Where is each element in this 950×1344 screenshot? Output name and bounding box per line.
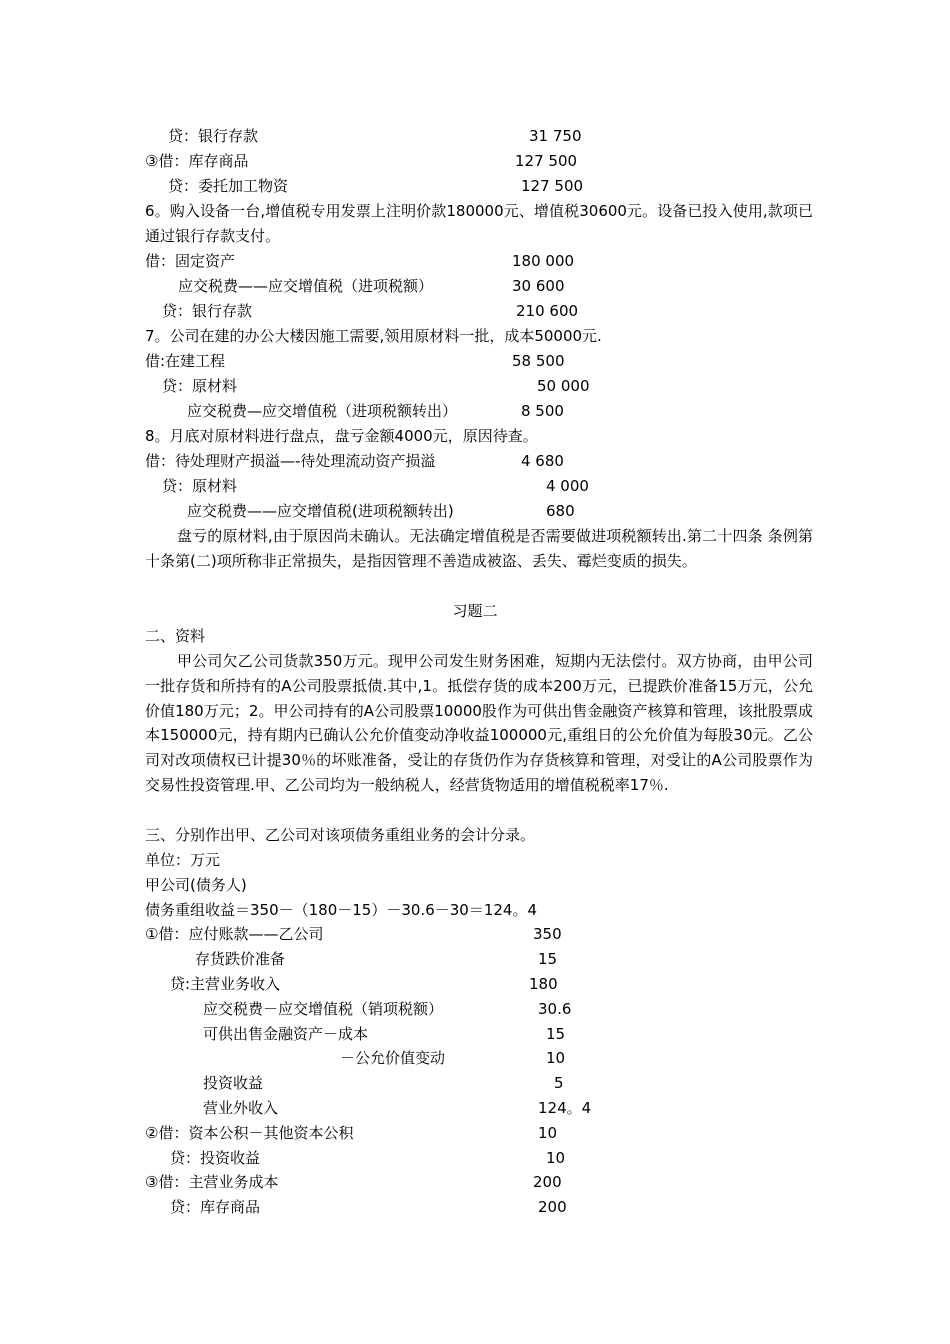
entry-label: 贷：原材料 — [162, 477, 238, 495]
entry-line — [0, 174, 950, 199]
entry-amount: 210 600 — [516, 302, 579, 320]
entry-amount: 58 500 — [512, 352, 565, 370]
entry-label: 贷：银行存款 — [168, 127, 259, 145]
entry-label: 存货跌价准备 — [195, 950, 286, 968]
entry-amount: 10 — [546, 1149, 566, 1167]
entry-label: ③借：主营业务成本 — [145, 1173, 279, 1191]
entry-label: 借：待处理财产损溢—-待处理流动资产损溢 — [145, 452, 436, 470]
entry-amount: 180 000 — [512, 252, 575, 270]
section-title: 习题二 — [452, 602, 498, 620]
entry-line — [0, 1195, 950, 1220]
entry-line — [0, 399, 950, 424]
entry-label: 应交税费——应交增值税（进项税额） — [178, 277, 434, 295]
entry-amount: 180 — [529, 975, 558, 993]
entry-line — [0, 499, 950, 524]
entry-label: 应交税费——应交增值税(进项税额转出) — [187, 502, 454, 520]
entry-line — [0, 474, 950, 499]
entry-line — [0, 1146, 950, 1171]
entry-label: 贷:主营业务收入 — [170, 975, 281, 993]
entry-amount: 8 500 — [521, 402, 564, 420]
entry-amount: 200 — [538, 1198, 567, 1216]
unit-label: 单位：万元 — [145, 851, 221, 869]
entry-amount: 15 — [546, 1025, 566, 1043]
entry-line — [0, 349, 950, 374]
entry-label: 贷：委托加工物资 — [168, 177, 289, 195]
entry-line — [0, 374, 950, 399]
entry-label: 应交税费—应交增值税（进项税额转出） — [187, 402, 458, 420]
gain-formula: 债务重组收益＝350－（180－15）－30.6－30＝124。4 — [145, 901, 538, 919]
entry-label: 可供出售金融资产－成本 — [203, 1025, 369, 1043]
heading-materials: 二、资料 — [145, 627, 206, 645]
entry-label: 投资收益 — [203, 1074, 264, 1092]
materials-paragraph: 甲公司欠乙公司货款350万元。现甲公司发生财务困难，短期内无法偿付。双方协商，由甲公司一批存货和所持有的A公司股票抵债.其中,1。抵偿存货的成本200万元，已提跌价准备15万元，公允价值180万元；2。甲公司持有的A公司股票10000股作为可供出售金融资产核算和管理，该批股票成本150000元，持有期内已确认公允价值变动净收益100000元,重组日的公允价值为每股30元。乙公司对改项债权已计提30％的坏账准备，受让的存货仍作为存货核算和管理，对受让的A公司股票作为交易性投资管理.甲、乙公司均为一般纳税人，经营货物适用的增值税税率17％. — [145, 652, 813, 794]
entry-amount: 124。4 — [538, 1099, 592, 1117]
entry-line — [0, 449, 950, 474]
entry-amount: 200 — [533, 1173, 562, 1191]
entry-label: 借：固定资产 — [145, 252, 236, 270]
heading-requirement: 三、分别作出甲、乙公司对该项债务重组业务的会计分录。 — [145, 826, 536, 844]
entry-label: 营业外收入 — [203, 1099, 279, 1117]
entry-label: 应交税费－应交增值税（销项税额） — [203, 1000, 444, 1018]
entry-amount: 30.6 — [538, 1000, 572, 1018]
entry-amount: 127 500 — [521, 177, 584, 195]
entry-line — [0, 1121, 950, 1146]
entry-amount: 5 — [554, 1074, 564, 1092]
entry-line — [0, 1071, 950, 1096]
entry-amount: 350 — [533, 925, 562, 943]
entry-amount: 4 680 — [521, 452, 564, 470]
entry-amount: 30 600 — [512, 277, 565, 295]
entry-label: 贷：银行存款 — [162, 302, 253, 320]
entry-label: 贷：库存商品 — [170, 1198, 261, 1216]
entry-line — [0, 249, 950, 274]
exercise-8-text: 8。月底对原材料进行盘点，盘亏金额4000元，原因待查。 — [145, 427, 538, 445]
entry-label: 借:在建工程 — [145, 352, 226, 370]
entry-line — [0, 124, 950, 149]
entry-line — [0, 1022, 950, 1047]
entry-amount: 4 000 — [546, 477, 589, 495]
entry-amount: 10 — [546, 1049, 566, 1067]
entry-amount: 680 — [546, 502, 575, 520]
entry-line — [0, 947, 950, 972]
entry-line — [0, 274, 950, 299]
entry-amount: 31 750 — [529, 127, 582, 145]
entry-line — [0, 972, 950, 997]
entry-amount: 10 — [538, 1124, 558, 1142]
entry-label: ②借：资本公积－其他资本公积 — [145, 1124, 354, 1142]
entry-label: ③借：库存商品 — [145, 152, 249, 170]
debtor-heading: 甲公司(债务人) — [145, 876, 247, 894]
entry-line — [0, 299, 950, 324]
exercise-6-text: 6。购入设备一台,增值税专用发票上注明价款180000元、增值税30600元。设备已投入使用,款项已通过银行存款支付。 — [145, 202, 813, 245]
exercise-7-text: 7。公司在建的办公大楼因施工需要,领用原材料一批，成本50000元. — [145, 327, 602, 345]
entry-line — [0, 922, 950, 947]
entry-line — [0, 1046, 950, 1071]
entry-amount: 15 — [538, 950, 558, 968]
entry-label: 贷：投资收益 — [170, 1149, 261, 1167]
entry-label: ①借：应付账款——乙公司 — [145, 925, 324, 943]
entry-label: 贷：原材料 — [162, 377, 238, 395]
entry-line — [0, 997, 950, 1022]
entry-label: －公允价值变动 — [340, 1049, 446, 1067]
entry-line — [0, 1170, 950, 1195]
entry-amount: 127 500 — [515, 152, 578, 170]
note-paragraph: 盘亏的原材料,由于原因尚未确认。无法确定增值税是否需要做进项税额转出.第二十四条 条例第十条第(二)项所称非正常损失，是指因管理不善造成被盗、丢失、霉烂变质的损失。 — [145, 527, 813, 570]
entry-amount: 50 000 — [537, 377, 590, 395]
entry-line — [0, 149, 950, 174]
entry-line — [0, 1096, 950, 1121]
